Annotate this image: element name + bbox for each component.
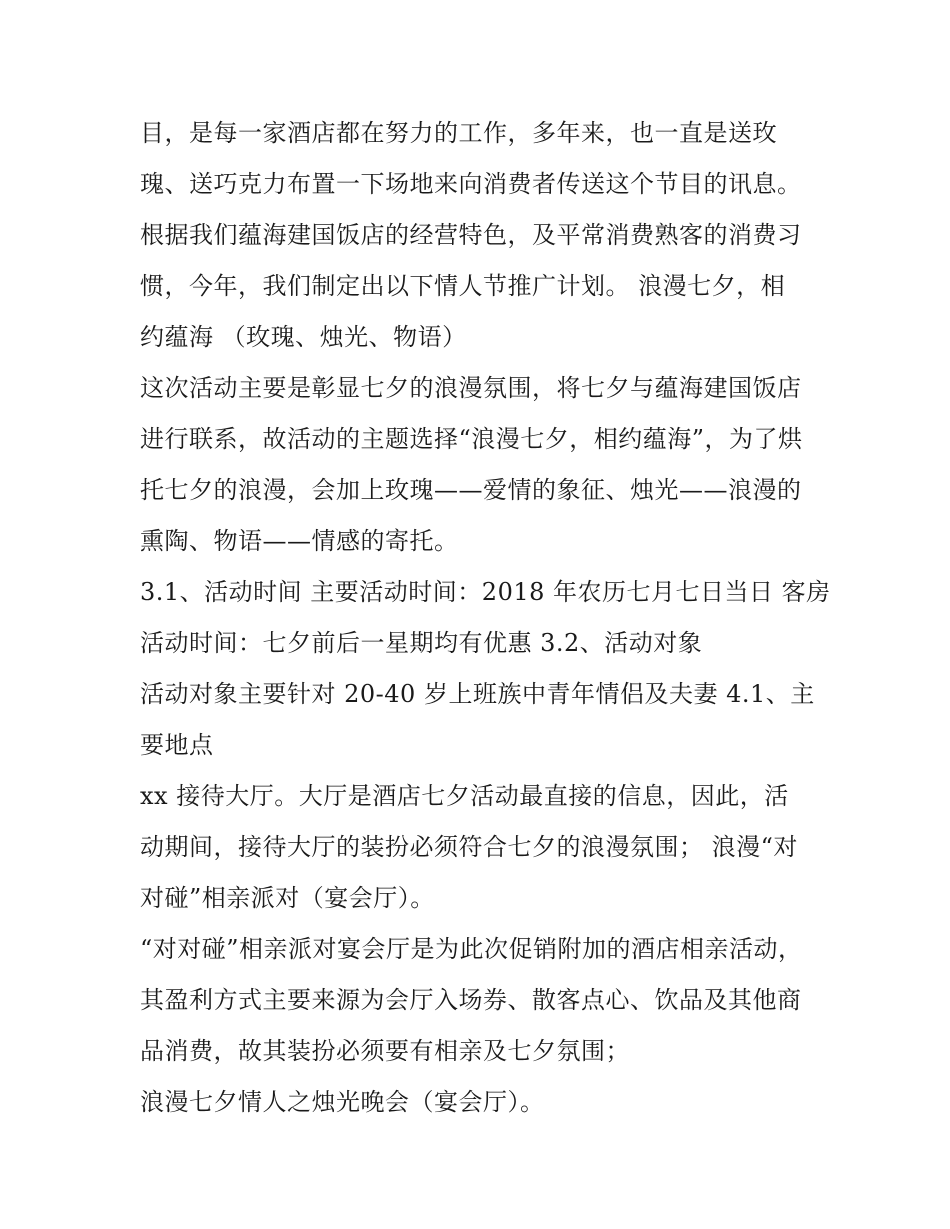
text-line: 这次活动主要是彰显七夕的浪漫氛围，将七夕与蕴海建国饭店 <box>140 374 802 402</box>
text-line: 瑰、送巧克力布置一下场地来向消费者传送这个节目的讯息。 <box>140 170 802 198</box>
text-line: “对对碰”相亲派对宴会厅是为此次促销附加的酒店相亲活动， <box>140 935 803 963</box>
text-line: 3.1、活动时间 主要活动时间：2018 年农历七月七日当日 客房 <box>140 578 831 606</box>
text-line: 活动时间：七夕前后一星期均有优惠 3.2、活动对象 <box>140 629 703 657</box>
text-line: 根据我们蕴海建国饭店的经营特色，及平常消费熟客的消费习 <box>140 221 802 249</box>
text-line: 要地点 <box>140 731 214 759</box>
text-line: 约蕴海 （玫瑰、烛光、物语） <box>140 323 467 351</box>
text-line: 其盈利方式主要来源为会厅入场券、散客点心、饮品及其他商 <box>140 986 802 1014</box>
text-line: 熏陶、物语——情感的寄托。 <box>140 527 459 555</box>
text-line: 惯，今年，我们制定出以下情人节推广计划。 浪漫七夕，相 <box>140 272 786 300</box>
text-line: 品消费，故其装扮必须要有相亲及七夕氛围； <box>140 1037 630 1065</box>
text-line: 浪漫七夕情人之烛光晚会（宴会厅）。 <box>140 1088 545 1116</box>
text-line: 目，是每一家酒店都在努力的工作，多年来，也一直是送玫 <box>140 119 777 147</box>
text-line: 进行联系，故活动的主题选择“浪漫七夕，相约蕴海”，为了烘 <box>140 425 803 453</box>
text-line: 对碰”相亲派对（宴会厅）。 <box>140 884 435 912</box>
text-line: xx 接待大厅。大厅是酒店七夕活动最直接的信息，因此，活 <box>140 782 789 810</box>
text-line: 动期间，接待大厅的装扮必须符合七夕的浪漫氛围； 浪漫“对 <box>140 833 798 861</box>
document-body <box>140 108 831 1128</box>
text-line: 活动对象主要针对 20-40 岁上班族中青年情侣及夫妻 4.1、主 <box>140 680 815 708</box>
text-line: 托七夕的浪漫，会加上玫瑰——爱情的象征、烛光——浪漫的 <box>140 476 802 504</box>
